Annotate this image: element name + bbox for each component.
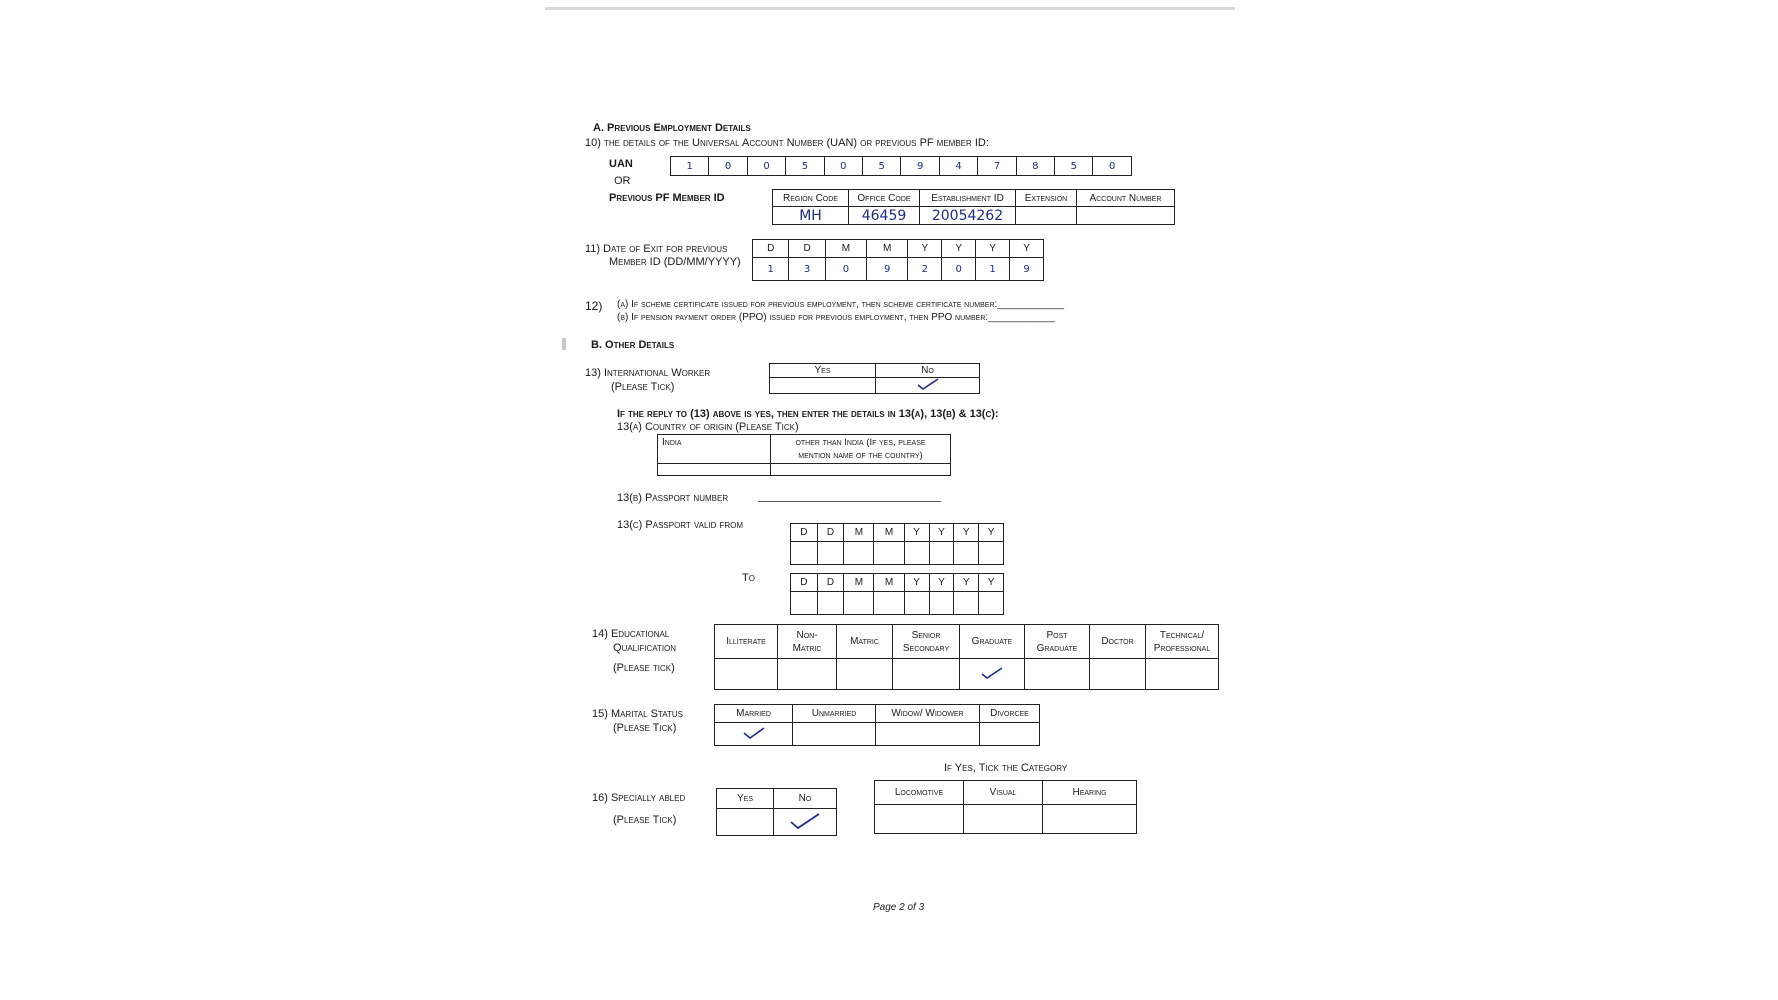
checkmark-icon bbox=[917, 378, 939, 390]
category-box[interactable] bbox=[964, 805, 1043, 834]
date-header: Y bbox=[954, 524, 979, 542]
q16-category-title: If Yes, Tick the Category bbox=[944, 762, 1068, 774]
q13-instruction: If the reply to (13) above is yes, then enter the details in 13(a), 13(b) & 13(c): bbox=[617, 408, 999, 420]
date-cell[interactable] bbox=[979, 542, 1004, 565]
pf-member-id-table bbox=[772, 189, 1175, 225]
date-header: D bbox=[791, 524, 818, 542]
date-cell[interactable] bbox=[817, 592, 844, 615]
edu-option-non-matric bbox=[778, 625, 837, 659]
date-header: Y bbox=[908, 240, 942, 258]
edu-label: Doctor bbox=[1101, 636, 1134, 647]
page-number: Page 2 of 3 bbox=[873, 902, 925, 913]
date-cell[interactable] bbox=[874, 592, 904, 615]
section-a-heading: A. Previous Employment Details bbox=[593, 122, 751, 134]
edu-box[interactable] bbox=[1025, 659, 1090, 690]
international-worker-yes-label: Yes bbox=[770, 364, 876, 378]
date-header: Y bbox=[929, 574, 954, 592]
exit-date-digit[interactable]: 3 bbox=[789, 258, 825, 281]
edu-label: Illiterate bbox=[726, 636, 766, 647]
specially-abled-no-box[interactable] bbox=[774, 809, 837, 836]
date-header: Y bbox=[904, 524, 929, 542]
passport-valid-to-grid bbox=[790, 573, 1004, 615]
date-header: Y bbox=[929, 524, 954, 542]
q14-line3: (Please tick) bbox=[613, 662, 675, 674]
pf-member-id-label: Previous PF Member ID bbox=[609, 192, 725, 204]
uan-digit[interactable]: 5 bbox=[1055, 157, 1093, 176]
pf-header: Establishment ID bbox=[920, 190, 1016, 207]
educational-qualification-table bbox=[714, 624, 1219, 690]
marital-label: Widow/ Widower bbox=[876, 705, 980, 723]
category-label: Hearing bbox=[1043, 781, 1137, 805]
pf-establishment-id-value[interactable]: 20054262 bbox=[920, 207, 1016, 225]
category-box[interactable] bbox=[1043, 805, 1137, 834]
edu-label: Professional bbox=[1153, 642, 1211, 654]
date-cell[interactable] bbox=[904, 592, 929, 615]
edu-label: Non- bbox=[796, 629, 818, 641]
edu-box[interactable] bbox=[1146, 659, 1219, 690]
category-label: Visual bbox=[964, 781, 1043, 805]
uan-digit[interactable]: 7 bbox=[978, 157, 1016, 176]
q11-line1: 11) Date of Exit for previous bbox=[585, 243, 728, 255]
checkmark-icon bbox=[743, 727, 765, 739]
q15-line2: (Please Tick) bbox=[613, 722, 677, 734]
date-cell[interactable] bbox=[791, 592, 818, 615]
passport-number-line[interactable] bbox=[758, 501, 941, 502]
edu-label: Senior bbox=[911, 629, 941, 641]
date-header: M bbox=[844, 574, 874, 592]
q13c-label: 13(c) Passport valid from bbox=[617, 519, 744, 531]
q14-line1: 14) Educational bbox=[592, 628, 670, 640]
exit-date-grid bbox=[752, 239, 1044, 281]
passport-valid-from-grid bbox=[790, 523, 1004, 565]
marital-box-married[interactable] bbox=[715, 723, 793, 746]
exit-date-digit[interactable]: 1 bbox=[976, 258, 1010, 281]
date-header: D bbox=[789, 240, 825, 258]
country-other-line2: mention name of the country) bbox=[798, 450, 923, 461]
q11-line2: Member ID (DD/MM/YYYY) bbox=[609, 256, 741, 268]
date-cell[interactable] bbox=[844, 542, 874, 565]
date-header: M bbox=[844, 524, 874, 542]
date-header: D bbox=[753, 240, 789, 258]
uan-digit[interactable]: 9 bbox=[901, 157, 939, 176]
section-b-heading: B. Other Details bbox=[591, 339, 675, 351]
q12a-text: (a) If scheme certificate issued for previous employment, then scheme certificate number:____________ bbox=[617, 299, 1065, 310]
q13-line2: (Please Tick) bbox=[611, 381, 675, 393]
disability-category-table bbox=[874, 780, 1137, 834]
uan-digit[interactable]: 5 bbox=[863, 157, 901, 176]
q13c-to-label: To bbox=[742, 572, 755, 584]
date-cell[interactable] bbox=[954, 592, 979, 615]
date-header: M bbox=[825, 240, 866, 258]
country-india-label: India bbox=[658, 435, 771, 464]
edu-label: Post bbox=[1046, 629, 1068, 641]
exit-date-digit[interactable]: 9 bbox=[867, 258, 908, 281]
q13b-label: 13(b) Passport number bbox=[617, 492, 729, 504]
q16-line2: (Please Tick) bbox=[613, 814, 677, 826]
uan-label: UAN bbox=[609, 158, 633, 170]
marital-box[interactable] bbox=[793, 723, 876, 746]
edu-label: Technical/ bbox=[1159, 629, 1205, 641]
edu-box[interactable] bbox=[715, 659, 778, 690]
q13-line1: 13) International Worker bbox=[585, 367, 711, 379]
pf-header: Account Number bbox=[1077, 190, 1175, 207]
country-other-label bbox=[771, 435, 951, 464]
date-header: D bbox=[817, 524, 844, 542]
edu-option-graduate bbox=[960, 625, 1025, 659]
q14-line2: Qualification bbox=[613, 642, 677, 654]
marital-label: Divorcee bbox=[980, 705, 1040, 723]
uan-digit[interactable]: 4 bbox=[939, 157, 977, 176]
marital-label: Unmarried bbox=[793, 705, 876, 723]
uan-digit[interactable]: 0 bbox=[709, 157, 747, 176]
edu-option-post-graduate bbox=[1025, 625, 1090, 659]
date-cell[interactable] bbox=[954, 542, 979, 565]
date-header: Y bbox=[979, 524, 1004, 542]
date-header: Y bbox=[954, 574, 979, 592]
checkmark-icon bbox=[790, 813, 820, 829]
edu-option-illiterate bbox=[715, 625, 778, 659]
date-header: D bbox=[817, 574, 844, 592]
pf-region-code-value[interactable]: MH bbox=[773, 207, 849, 225]
country-other-line1: other than India (If yes, please bbox=[795, 437, 926, 448]
pf-office-code-value[interactable]: 46459 bbox=[849, 207, 920, 225]
uan-digit[interactable]: 0 bbox=[747, 157, 785, 176]
edu-label: Graduate bbox=[1036, 642, 1078, 654]
country-india-box[interactable] bbox=[658, 464, 771, 476]
pf-header: Region Code bbox=[773, 190, 849, 207]
edu-box[interactable] bbox=[778, 659, 837, 690]
exit-date-digit[interactable]: 0 bbox=[942, 258, 976, 281]
date-cell[interactable] bbox=[791, 542, 818, 565]
specially-abled-table bbox=[716, 788, 837, 836]
international-worker-no-label: No bbox=[876, 364, 980, 378]
q12b-text: (b) If pension payment order (PPO) issued for previous employment, then PPO number:____________ bbox=[617, 312, 1055, 323]
date-cell[interactable] bbox=[904, 542, 929, 565]
date-header: M bbox=[867, 240, 908, 258]
uan-digit[interactable]: 5 bbox=[786, 157, 824, 176]
date-cell[interactable] bbox=[817, 542, 844, 565]
specially-abled-yes-box[interactable] bbox=[717, 809, 774, 836]
uan-digit[interactable]: 0 bbox=[1093, 157, 1132, 176]
edu-option-matric bbox=[837, 625, 893, 659]
pf-header: Extension bbox=[1016, 190, 1077, 207]
date-header: M bbox=[874, 574, 904, 592]
uan-grid bbox=[670, 156, 1132, 176]
exit-date-digit[interactable]: 9 bbox=[1010, 258, 1044, 281]
date-cell[interactable] bbox=[929, 542, 954, 565]
date-header: M bbox=[874, 524, 904, 542]
or-label: OR bbox=[614, 175, 631, 187]
date-header: Y bbox=[942, 240, 976, 258]
edu-box-graduate[interactable] bbox=[960, 659, 1025, 690]
date-cell[interactable] bbox=[844, 592, 874, 615]
edu-box[interactable] bbox=[1090, 659, 1146, 690]
uan-digit[interactable]: 1 bbox=[671, 157, 709, 176]
edu-box[interactable] bbox=[893, 659, 960, 690]
date-cell[interactable] bbox=[874, 542, 904, 565]
margin-mark bbox=[562, 338, 566, 350]
date-header: Y bbox=[1010, 240, 1044, 258]
marital-box[interactable] bbox=[980, 723, 1040, 746]
specially-abled-no-label: No bbox=[774, 789, 837, 809]
edu-box[interactable] bbox=[837, 659, 893, 690]
edu-option-doctor bbox=[1090, 625, 1146, 659]
checkmark-icon bbox=[981, 667, 1003, 679]
international-worker-table bbox=[769, 363, 980, 394]
exit-date-digit[interactable]: 0 bbox=[825, 258, 866, 281]
country-of-origin-table bbox=[657, 434, 951, 476]
uan-digit[interactable]: 8 bbox=[1016, 157, 1054, 176]
edu-label: Matric bbox=[850, 636, 879, 647]
exit-date-digit[interactable]: 2 bbox=[908, 258, 942, 281]
pf-extension-value[interactable] bbox=[1016, 207, 1077, 225]
date-header: Y bbox=[904, 574, 929, 592]
uan-digit[interactable]: 0 bbox=[824, 157, 862, 176]
category-label: Locomotive bbox=[875, 781, 964, 805]
country-other-box[interactable] bbox=[771, 464, 951, 476]
date-cell[interactable] bbox=[929, 592, 954, 615]
q13a-label: 13(a) Country of origin (Please Tick) bbox=[617, 421, 799, 433]
specially-abled-yes-label: Yes bbox=[717, 789, 774, 809]
pf-account-number-value[interactable] bbox=[1077, 207, 1175, 225]
edu-label: Secondary bbox=[902, 642, 950, 654]
q16-line1: 16) Specially abled bbox=[592, 792, 686, 804]
international-worker-yes-box[interactable] bbox=[770, 378, 876, 394]
marital-box[interactable] bbox=[876, 723, 980, 746]
date-header: Y bbox=[976, 240, 1010, 258]
q10-text: 10) the details of the Universal Account Number (UAN) or previous PF member ID: bbox=[585, 137, 989, 149]
edu-option-senior-secondary bbox=[893, 625, 960, 659]
edu-label: Matric bbox=[792, 642, 822, 654]
category-box[interactable] bbox=[875, 805, 964, 834]
q12-number: 12) bbox=[585, 299, 603, 313]
date-header: D bbox=[791, 574, 818, 592]
international-worker-no-box[interactable] bbox=[876, 378, 980, 394]
edu-label: Graduate bbox=[971, 636, 1013, 647]
date-header: Y bbox=[979, 574, 1004, 592]
edu-option-technical bbox=[1146, 625, 1219, 659]
marital-status-table bbox=[714, 704, 1040, 746]
date-cell[interactable] bbox=[979, 592, 1004, 615]
exit-date-digit[interactable]: 1 bbox=[753, 258, 789, 281]
marital-label: Married bbox=[715, 705, 793, 723]
page-top-border bbox=[545, 7, 1235, 10]
pf-header: Office Code bbox=[849, 190, 920, 207]
q15-line1: 15) Marital Status bbox=[592, 708, 683, 720]
